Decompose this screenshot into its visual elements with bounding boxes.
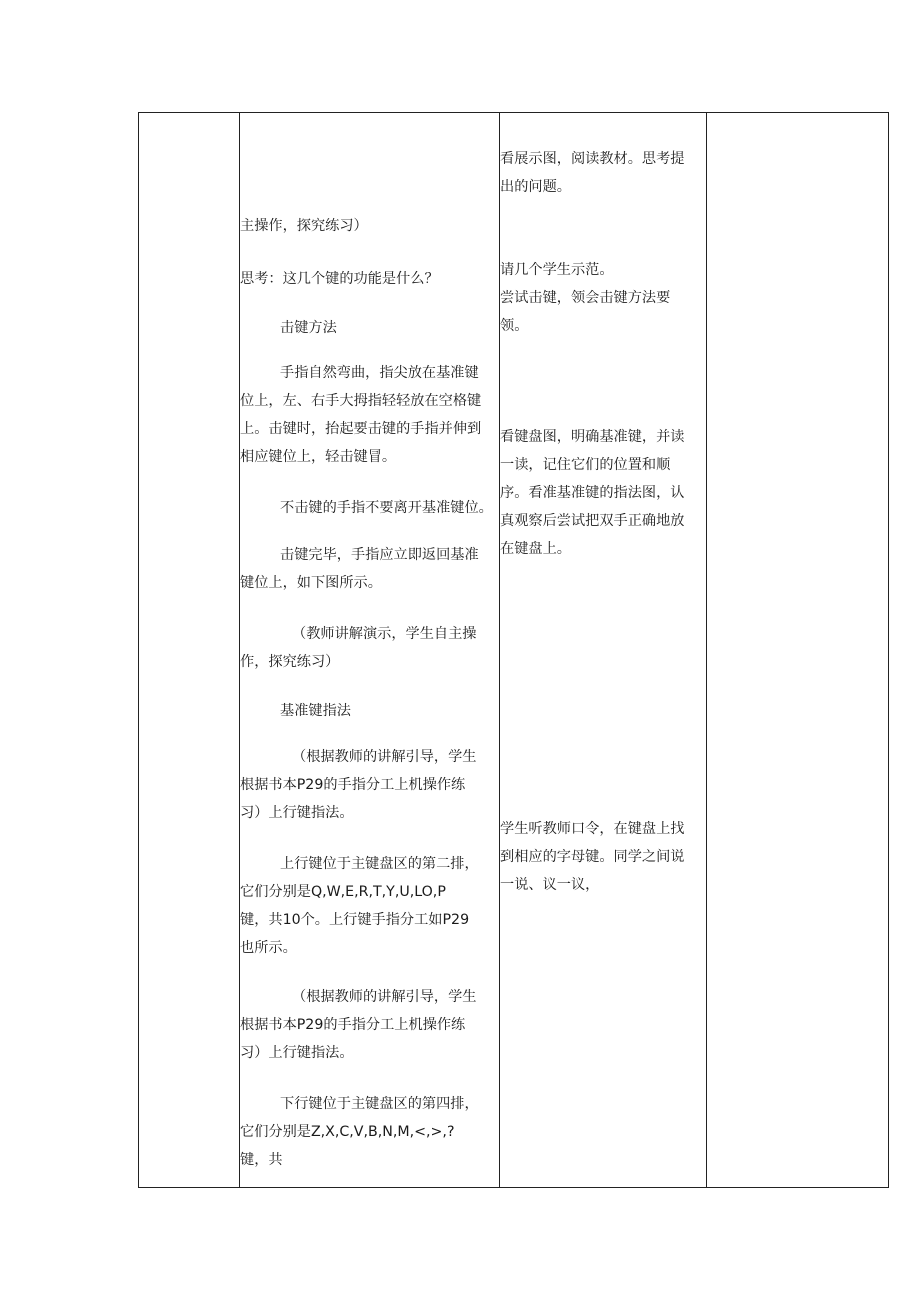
student-line: 学生听教师口令，在键盘上找 — [500, 821, 685, 837]
content-line: 基准键指法 — [280, 703, 351, 719]
content-line: 它们分别是Q,W,E,R,T,Y,U,LO,P — [240, 884, 446, 900]
content-line: 习）上行键指法。 — [240, 1045, 354, 1061]
content-line: 习）上行键指法。 — [240, 805, 354, 821]
content-line: 击键完毕，手指应立即返回基准 — [280, 547, 479, 563]
student-line: 到相应的字母键。同学之间说 — [500, 849, 685, 865]
teaching-content-cell — [240, 113, 499, 1187]
student-line: 一读，记住它们的位置和顺 — [500, 457, 671, 473]
content-line: （根据教师的讲解引导，学生 — [292, 989, 477, 1005]
content-line: （根据教师的讲解引导，学生 — [292, 749, 477, 765]
student-line: 一说、议一议， — [500, 877, 600, 893]
content-line: 作，探究练习） — [240, 654, 340, 670]
content-line: 根据书本P29的手指分工上机操作练 — [240, 777, 466, 793]
content-line: 击键方法 — [280, 320, 337, 336]
content-line: 下行键位于主键盘区的第四排， — [280, 1096, 479, 1112]
student-line: 在键盘上。 — [500, 541, 571, 557]
table-cell-notes — [707, 113, 888, 1187]
student-line: 领。 — [500, 318, 529, 334]
student-line: 序。看准基准键的指法图，认 — [500, 485, 685, 501]
content-line: （教师讲解演示，学生自主操 — [292, 626, 477, 642]
student-activity-cell — [500, 113, 706, 1187]
student-line: 真观察后尝试把双手正确地放 — [500, 513, 685, 529]
content-line: 键，共10个。上行键手指分工如P29 — [240, 912, 470, 928]
content-line: 也所示。 — [240, 940, 297, 956]
content-line: 位上，左、右手大拇指轻轻放在空格键 — [240, 393, 482, 409]
content-line: 上行键位于主键盘区的第二排， — [280, 856, 479, 872]
student-line: 看展示图，阅读教材。思考提 — [500, 151, 685, 167]
student-line: 出的问题。 — [500, 179, 571, 195]
content-line: 手指自然弯曲，指尖放在基准键 — [280, 365, 479, 381]
content-line: 上。击键时，抬起要击键的手指并伸到 — [240, 421, 482, 437]
lesson-plan-table — [138, 112, 889, 1188]
content-line: 思考：这几个键的功能是什么？ — [240, 271, 439, 287]
content-line: 主操作，探究练习） — [240, 218, 368, 234]
content-line: 键，共 — [240, 1152, 283, 1168]
content-line: 键位上，如下图所示。 — [240, 575, 382, 591]
student-line: 请几个学生示范。 — [500, 262, 614, 278]
content-line: 它们分别是Z,X,C,V,B,N,M,<,>,? — [240, 1124, 455, 1140]
content-line: 不击键的手指不要离开基准键位。 — [280, 500, 493, 516]
content-line: 相应键位上，轻击键冒。 — [240, 449, 397, 465]
content-line: 根据书本P29的手指分工上机操作练 — [240, 1017, 466, 1033]
student-line: 尝试击键，领会击键方法要 — [500, 290, 671, 306]
table-cell-label — [139, 113, 239, 1187]
student-line: 看键盘图，明确基准键，并读 — [500, 429, 685, 445]
